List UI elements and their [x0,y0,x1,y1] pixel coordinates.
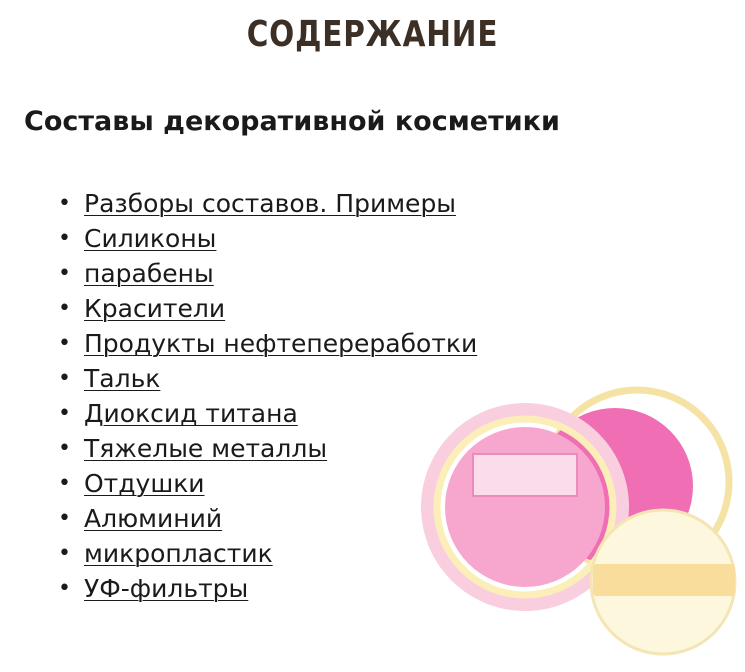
list-item[interactable] [84,221,744,256]
list-item-label[interactable]: Продукты нефтепереработки [84,329,478,358]
list-item-label[interactable]: Отдушки [84,469,205,498]
list-item-label[interactable]: Красители [84,294,226,323]
page-title: СОДЕРЖАНИЕ [246,14,499,55]
list-item[interactable] [84,466,744,501]
list-item-label[interactable]: УФ-фильтры [84,574,249,603]
list-item[interactable] [84,186,744,221]
list-item-label[interactable]: парабены [84,259,214,288]
list-item[interactable] [84,361,744,396]
list-item-label[interactable]: Алюминий [84,504,223,533]
list-item[interactable] [84,571,744,606]
list-item-label[interactable]: Диоксид титана [84,399,298,428]
list-item-label[interactable]: Силиконы [84,224,217,253]
list-item[interactable] [84,256,744,291]
list-item[interactable] [84,326,744,361]
list-item[interactable] [84,431,744,466]
list-item-label[interactable]: Тальк [84,364,161,393]
list-item[interactable] [84,501,744,536]
list-item[interactable] [84,536,744,571]
list-item-label[interactable]: Разборы составов. Примеры [84,189,457,218]
list-item[interactable] [84,291,744,326]
contents-list [44,186,744,606]
section-heading: Составы декоративной косметики [24,106,560,137]
list-item[interactable] [84,396,744,431]
list-item-label[interactable]: микропластик [84,539,273,568]
list-item-label[interactable]: Тяжелые металлы [84,434,328,463]
